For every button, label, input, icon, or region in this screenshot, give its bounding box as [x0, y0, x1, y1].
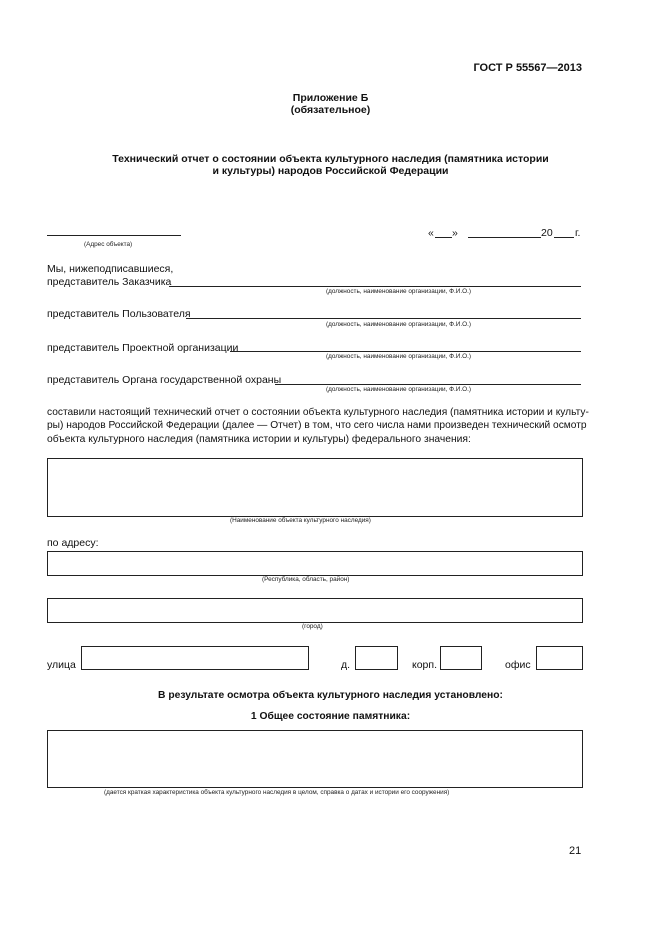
signatory-label-design-org: представитель Проектной организации [47, 342, 239, 354]
date-quote-open: « [428, 227, 434, 239]
appendix-status: (обязательное) [290, 104, 371, 116]
signatories-intro: Мы, нижеподписавшиеся, [47, 263, 174, 275]
region-input[interactable] [47, 551, 583, 576]
signatory-label-customer: представитель Заказчика [47, 276, 172, 288]
date-month-line[interactable] [468, 237, 541, 238]
building-input[interactable] [440, 646, 482, 670]
street-input[interactable] [81, 646, 309, 670]
statement-line-3: объекта культурного наследия (памятника истории и культуры) федерального значения: [47, 433, 471, 445]
object-name-caption: (Наименование объекта культурного наследия) [230, 517, 371, 524]
region-caption: (Республика, область, район) [262, 576, 350, 583]
page-number: 21 [569, 845, 582, 857]
date-year-suffix: г. [575, 227, 581, 239]
signatory-caption-protection-body: (должность, наименование организации, Ф.И.О.) [326, 386, 472, 393]
building-label: корп. [412, 659, 437, 671]
city-input[interactable] [47, 598, 583, 623]
date-year-line[interactable] [554, 237, 574, 238]
document-title-line-2: и культуры) народов Российской Федерации [212, 165, 449, 177]
date-quote-close: » [452, 227, 458, 239]
statement-paragraph [47, 406, 589, 446]
signatory-caption-design-org: (должность, наименование организации, Ф.И.О.) [326, 353, 472, 360]
house-input[interactable] [355, 646, 398, 670]
date-day-line[interactable] [435, 237, 452, 238]
signatory-caption-customer: (должность, наименование организации, Ф.И.О.) [326, 288, 472, 295]
date-year-prefix: 20 [541, 227, 553, 239]
signatory-field-design-org[interactable] [230, 351, 581, 352]
appendix-title: Приложение Б [292, 92, 369, 104]
house-label: д. [341, 659, 351, 671]
city-caption: (город) [302, 623, 323, 630]
signatory-label-user: представитель Пользователя [47, 308, 191, 320]
signatory-field-customer[interactable] [169, 286, 581, 287]
standard-number: ГОСТ Р 55567—2013 [473, 62, 582, 74]
general-condition-box[interactable] [47, 730, 583, 788]
signatory-field-user[interactable] [186, 318, 581, 319]
section-1-heading: 1 Общее состояние памятника: [250, 711, 411, 722]
object-address-caption: (Адрес объекта) [84, 241, 133, 248]
document-title-line-1: Технический отчет о состоянии объекта культурного наследия (памятника истории [112, 153, 549, 165]
signatory-label-protection-body: представитель Органа государственной охраны [47, 374, 282, 386]
statement-line-2: ры) народов Российской Федерации (далее — Отчет) в том, что сего числа нами произведен технический осмотр [47, 420, 587, 432]
signatory-field-protection-body[interactable] [275, 384, 581, 385]
address-label: по адресу: [47, 537, 99, 549]
signatory-caption-user: (должность, наименование организации, Ф.И.О.) [326, 321, 472, 328]
general-condition-caption: (дается краткая характеристика объекта культурного наследия в целом, справка о датах и истории его сооружения) [104, 789, 450, 796]
street-label: улица [47, 659, 76, 671]
object-name-box[interactable] [47, 458, 583, 517]
office-label: офис [505, 659, 531, 671]
office-input[interactable] [536, 646, 583, 670]
findings-heading: В результате осмотра объекта культурного наследия установлено: [158, 690, 503, 701]
object-address-line[interactable] [47, 235, 181, 236]
statement-line-1: составили настоящий технический отчет о состоянии объекта культурного наследия (памятника истории и культу- [47, 407, 589, 418]
